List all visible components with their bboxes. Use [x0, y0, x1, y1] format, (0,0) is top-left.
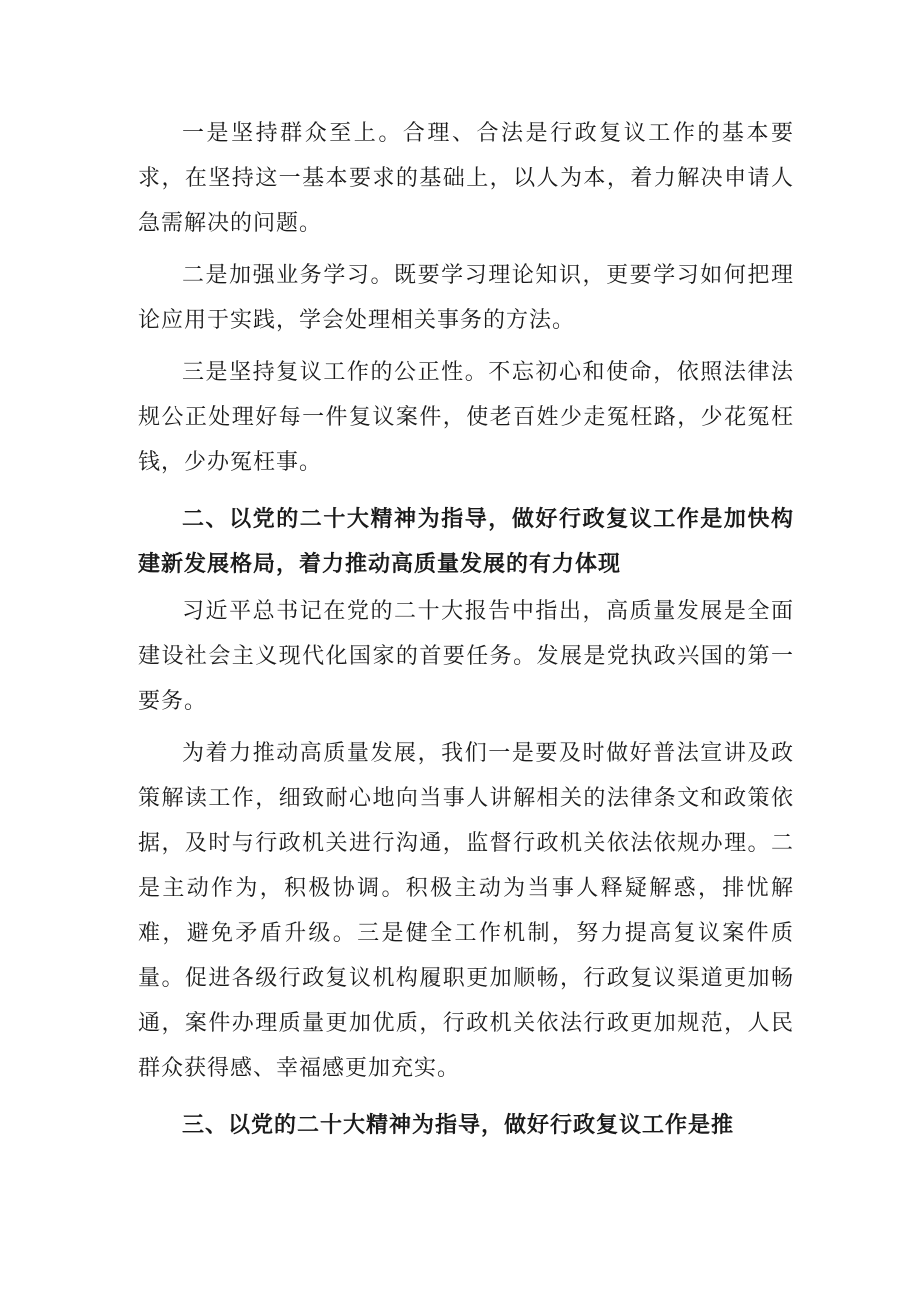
paragraph-3: 三是坚持复议工作的公正性。不忘初心和使命，依照法律法规公正处理好每一件复议案件，使老百姓少走冤枉路，少花冤枉钱，少办冤枉事。 [138, 360, 794, 475]
document-page [138, 111, 794, 1148]
paragraph-2: 二是加强业务学习。既要学习理论知识，更要学习如何把理论应用于实践，学会处理相关事务的方法。 [138, 263, 794, 333]
section-heading-2: 二、以党的二十大精神为指导，做好行政复议工作是加快构建新发展格局，着力推动高质量发展的有力体现 [138, 507, 794, 577]
paragraph-4: 习近平总书记在党的二十大报告中指出，高质量发展是全面建设社会主义现代化国家的首要任务。发展是党执政兴国的第一要务。 [138, 599, 794, 714]
paragraph-1: 一是坚持群众至上。合理、合法是行政复议工作的基本要求，在坚持这一基本要求的基础上，以人为本，着力解决申请人急需解决的问题。 [138, 121, 794, 236]
section-heading-3: 三、以党的二十大精神为指导，做好行政复议工作是推 [182, 1113, 735, 1138]
paragraph-5: 为着力推动高质量发展，我们一是要及时做好普法宣讲及政策解读工作，细致耐心地向当事人讲解相关的法律条文和政策依据，及时与行政机关进行沟通，监督行政机关依法依规办理。二是主动作为，积极协调。积极主动为当事人释疑解惑，排忧解难，避免矛盾升级。三是健全工作机制，努力提高复议案件质量。促进各级行政复议机构履职更加顺畅，行政复议渠道更加畅通，案件办理质量更加优质，行政机关依法行政更加规范，人民群众获得感、幸福感更加充实。 [138, 741, 794, 1081]
